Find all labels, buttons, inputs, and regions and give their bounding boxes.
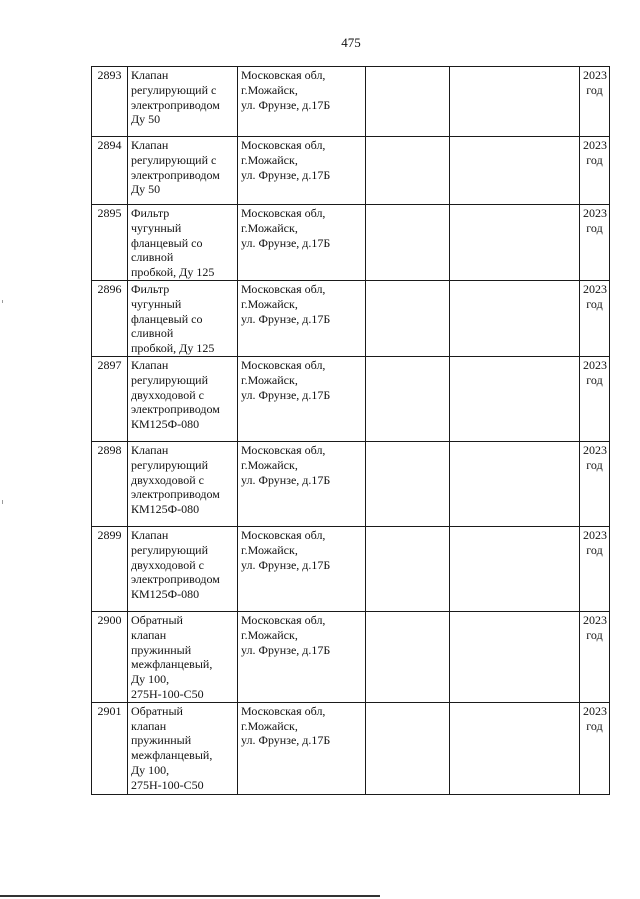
- year-cell: [580, 280, 610, 356]
- year: 2023 год: [583, 281, 607, 311]
- table-row: [92, 441, 610, 526]
- address: Московская обл, г.Можайск, ул. Фрунзе, д.17Б: [241, 612, 331, 657]
- year: 2023 год: [583, 138, 607, 167]
- address-cell: [238, 280, 366, 356]
- item-name: Фильтр чугунный фланцевый со сливной пробкой, Ду 125: [131, 206, 215, 280]
- table-row: [92, 356, 610, 441]
- table-row: [92, 280, 610, 356]
- address: Московская обл, г.Можайск, ул. Фрунзе, д.17Б: [241, 281, 331, 326]
- row-number-cell: 2900: [92, 611, 128, 702]
- item-name-cell: [128, 67, 238, 137]
- address-cell: [238, 205, 366, 281]
- address-cell: [238, 702, 366, 794]
- empty-cell: [366, 67, 450, 137]
- address-cell: [238, 526, 366, 611]
- empty-cell: [366, 702, 450, 794]
- year-cell: [580, 67, 610, 137]
- year: 2023 год: [583, 442, 607, 472]
- item-name-cell: [128, 280, 238, 356]
- address-cell: [238, 356, 366, 441]
- item-name: Клапан регулирующий двухходовой с электроприводом КМ125Ф-080: [131, 357, 220, 432]
- year-cell: [580, 702, 610, 794]
- empty-cell: [366, 611, 450, 702]
- year: 2023 год: [583, 357, 607, 387]
- address-cell: [238, 137, 366, 205]
- year-cell: [580, 137, 610, 205]
- row-number-cell: 2896: [92, 280, 128, 356]
- table-row: [92, 67, 610, 137]
- address: Московская обл, г.Можайск, ул. Фрунзе, д.17Б: [241, 442, 331, 487]
- address-cell: [238, 67, 366, 137]
- row-number-cell: 2899: [92, 526, 128, 611]
- address: Московская обл, г.Можайск, ул. Фрунзе, д.17Б: [241, 138, 331, 182]
- table-row: [92, 611, 610, 702]
- row-number-cell: 2895: [92, 205, 128, 281]
- row-number-cell: 2898: [92, 441, 128, 526]
- item-name-cell: [128, 356, 238, 441]
- year-cell: [580, 441, 610, 526]
- item-name: Клапан регулирующий с электроприводом Ду 50: [131, 138, 220, 197]
- empty-cell: [450, 280, 580, 356]
- address: Московская обл, г.Можайск, ул. Фрунзе, д.17Б: [241, 68, 331, 112]
- item-name: Фильтр чугунный фланцевый со сливной пробкой, Ду 125: [131, 281, 215, 356]
- year-cell: [580, 205, 610, 281]
- empty-cell: [366, 137, 450, 205]
- page-number: 475: [341, 35, 361, 50]
- empty-cell: [450, 137, 580, 205]
- year: 2023 год: [583, 68, 607, 97]
- address-cell: [238, 611, 366, 702]
- year-cell: [580, 526, 610, 611]
- item-name-cell: [128, 137, 238, 205]
- asset-registry-table: [91, 66, 610, 795]
- year-cell: [580, 356, 610, 441]
- empty-cell: [450, 611, 580, 702]
- item-name-cell: [128, 205, 238, 281]
- address-cell: [238, 441, 366, 526]
- year: 2023 год: [583, 612, 607, 642]
- year-cell: [580, 611, 610, 702]
- empty-cell: [366, 526, 450, 611]
- row-number-cell: 2897: [92, 356, 128, 441]
- item-name: Клапан регулирующий двухходовой с электроприводом КМ125Ф-080: [131, 442, 220, 517]
- year: 2023 год: [583, 703, 607, 733]
- empty-cell: [366, 280, 450, 356]
- empty-cell: [366, 441, 450, 526]
- empty-cell: [450, 67, 580, 137]
- year: 2023 год: [583, 527, 607, 557]
- address: Московская обл, г.Можайск, ул. Фрунзе, д.17Б: [241, 206, 331, 250]
- row-number-cell: 2894: [92, 137, 128, 205]
- empty-cell: [366, 356, 450, 441]
- year: 2023 год: [583, 206, 607, 235]
- item-name-cell: [128, 441, 238, 526]
- address: Московская обл, г.Можайск, ул. Фрунзе, д.17Б: [241, 527, 331, 572]
- row-number-cell: 2901: [92, 702, 128, 794]
- scan-edge-mark: [2, 300, 3, 303]
- scan-edge-mark: [2, 500, 3, 504]
- item-name: Обратный клапан пружинный межфланцевый, Ду 100, 275Н-100-С50: [131, 703, 213, 792]
- item-name-cell: [128, 611, 238, 702]
- bottom-rule: [0, 895, 380, 897]
- empty-cell: [450, 441, 580, 526]
- address: Московская обл, г.Можайск, ул. Фрунзе, д.17Б: [241, 357, 331, 402]
- empty-cell: [366, 205, 450, 281]
- table-row: [92, 205, 610, 281]
- empty-cell: [450, 356, 580, 441]
- item-name-cell: [128, 702, 238, 794]
- table-row: [92, 137, 610, 205]
- empty-cell: [450, 702, 580, 794]
- item-name: Обратный клапан пружинный межфланцевый, Ду 100, 275Н-100-С50: [131, 612, 213, 701]
- table-row: [92, 702, 610, 794]
- address: Московская обл, г.Можайск, ул. Фрунзе, д.17Б: [241, 703, 331, 748]
- item-name-cell: [128, 526, 238, 611]
- empty-cell: [450, 205, 580, 281]
- empty-cell: [450, 526, 580, 611]
- row-number-cell: 2893: [92, 67, 128, 137]
- table-row: [92, 526, 610, 611]
- item-name: Клапан регулирующий двухходовой с электроприводом КМ125Ф-080: [131, 527, 220, 602]
- item-name: Клапан регулирующий с электроприводом Ду 50: [131, 68, 220, 127]
